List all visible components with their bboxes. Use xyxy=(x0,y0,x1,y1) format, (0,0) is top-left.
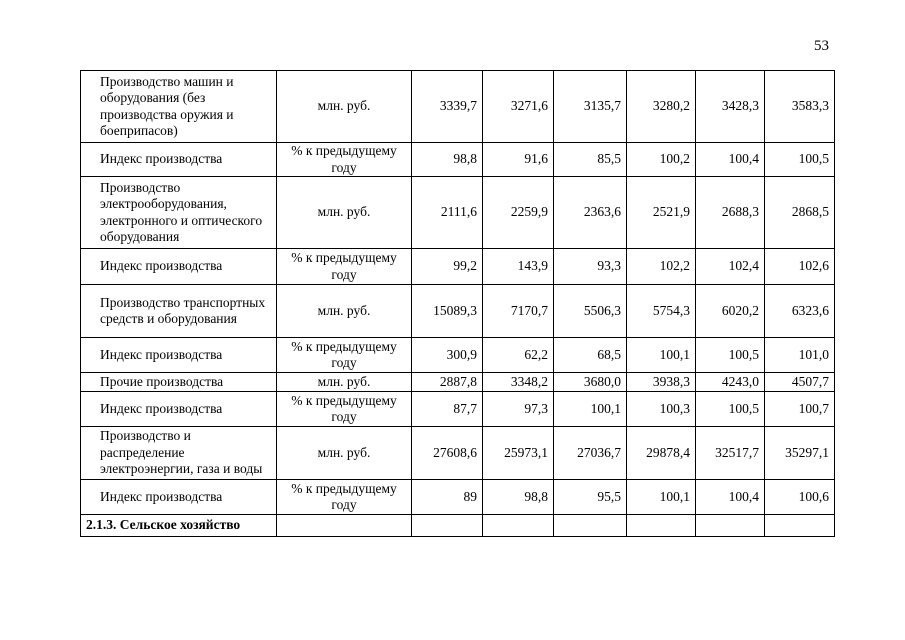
value-cell: 97,3 xyxy=(483,392,554,427)
value-cell: 100,1 xyxy=(554,392,627,427)
table-row xyxy=(81,143,835,177)
value-cell: 2111,6 xyxy=(412,177,483,249)
value-cell: 3938,3 xyxy=(627,373,696,392)
unit-cell: % к предыдущему году xyxy=(277,338,412,373)
value-cell: 32517,7 xyxy=(696,427,765,480)
value-cell: 15089,3 xyxy=(412,285,483,338)
section-heading: 2.1.3. Сельское хозяйство xyxy=(81,515,277,537)
table-row xyxy=(81,249,835,285)
value-cell: 35297,1 xyxy=(765,427,835,480)
value-cell: 3135,7 xyxy=(554,71,627,143)
value-cell: 3680,0 xyxy=(554,373,627,392)
value-cell: 3348,2 xyxy=(483,373,554,392)
value-cell: 100,7 xyxy=(765,392,835,427)
value-cell: 87,7 xyxy=(412,392,483,427)
value-cell: 68,5 xyxy=(554,338,627,373)
table-row xyxy=(81,392,835,427)
value-cell: 2521,9 xyxy=(627,177,696,249)
table-row xyxy=(81,285,835,338)
value-cell: 91,6 xyxy=(483,143,554,177)
empty-cell xyxy=(765,515,835,537)
value-cell: 143,9 xyxy=(483,249,554,285)
value-cell: 93,3 xyxy=(554,249,627,285)
value-cell: 99,2 xyxy=(412,249,483,285)
page-number: 53 xyxy=(814,38,829,54)
value-cell: 3339,7 xyxy=(412,71,483,143)
indicator-name: Производство транспортных средств и оборудования xyxy=(81,285,277,338)
value-cell: 4243,0 xyxy=(696,373,765,392)
unit-cell: % к предыдущему году xyxy=(277,249,412,285)
empty-cell xyxy=(277,515,412,537)
value-cell: 4507,7 xyxy=(765,373,835,392)
unit-cell: % к предыдущему году xyxy=(277,392,412,427)
value-cell: 100,5 xyxy=(765,143,835,177)
value-cell: 27608,6 xyxy=(412,427,483,480)
value-cell: 27036,7 xyxy=(554,427,627,480)
empty-cell xyxy=(627,515,696,537)
value-cell: 100,2 xyxy=(627,143,696,177)
empty-cell xyxy=(554,515,627,537)
table-row xyxy=(81,177,835,249)
table-row xyxy=(81,427,835,480)
indicator-name: Индекс производства xyxy=(81,480,277,515)
value-cell: 3271,6 xyxy=(483,71,554,143)
value-cell: 2363,6 xyxy=(554,177,627,249)
value-cell: 98,8 xyxy=(412,143,483,177)
indicator-name: Производство машин и оборудования (без производства оружия и боеприпасов) xyxy=(81,71,277,143)
statistics-table xyxy=(80,70,835,537)
empty-cell xyxy=(483,515,554,537)
value-cell: 100,4 xyxy=(696,480,765,515)
value-cell: 3280,2 xyxy=(627,71,696,143)
unit-cell: % к предыдущему году xyxy=(277,480,412,515)
indicator-name: Индекс производства xyxy=(81,392,277,427)
indicator-name: Индекс производства xyxy=(81,338,277,373)
value-cell: 62,2 xyxy=(483,338,554,373)
unit-cell: млн. руб. xyxy=(277,427,412,480)
value-cell: 2259,9 xyxy=(483,177,554,249)
value-cell: 98,8 xyxy=(483,480,554,515)
unit-cell: млн. руб. xyxy=(277,71,412,143)
value-cell: 89 xyxy=(412,480,483,515)
unit-cell: млн. руб. xyxy=(277,373,412,392)
value-cell: 5506,3 xyxy=(554,285,627,338)
value-cell: 100,3 xyxy=(627,392,696,427)
indicator-name: Прочие производства xyxy=(81,373,277,392)
value-cell: 29878,4 xyxy=(627,427,696,480)
value-cell: 100,5 xyxy=(696,392,765,427)
value-cell: 95,5 xyxy=(554,480,627,515)
value-cell: 101,0 xyxy=(765,338,835,373)
unit-cell: млн. руб. xyxy=(277,177,412,249)
value-cell: 2868,5 xyxy=(765,177,835,249)
table-row xyxy=(81,373,835,392)
value-cell: 100,6 xyxy=(765,480,835,515)
value-cell: 102,2 xyxy=(627,249,696,285)
value-cell: 100,4 xyxy=(696,143,765,177)
indicator-name: Производство и распределение электроэнергии, газа и воды xyxy=(81,427,277,480)
value-cell: 5754,3 xyxy=(627,285,696,338)
indicator-name: Производство электрооборудования, электронного и оптического оборудования xyxy=(81,177,277,249)
indicator-name: Индекс производства xyxy=(81,143,277,177)
value-cell: 100,1 xyxy=(627,480,696,515)
value-cell: 102,6 xyxy=(765,249,835,285)
value-cell: 300,9 xyxy=(412,338,483,373)
value-cell: 102,4 xyxy=(696,249,765,285)
value-cell: 6020,2 xyxy=(696,285,765,338)
value-cell: 2688,3 xyxy=(696,177,765,249)
value-cell: 100,1 xyxy=(627,338,696,373)
value-cell: 100,5 xyxy=(696,338,765,373)
value-cell: 3583,3 xyxy=(765,71,835,143)
value-cell: 25973,1 xyxy=(483,427,554,480)
unit-cell: % к предыдущему году xyxy=(277,143,412,177)
value-cell: 85,5 xyxy=(554,143,627,177)
empty-cell xyxy=(412,515,483,537)
value-cell: 7170,7 xyxy=(483,285,554,338)
value-cell: 6323,6 xyxy=(765,285,835,338)
value-cell: 2887,8 xyxy=(412,373,483,392)
table-row xyxy=(81,71,835,143)
table-row xyxy=(81,480,835,515)
table-row xyxy=(81,338,835,373)
section-row xyxy=(81,515,835,537)
unit-cell: млн. руб. xyxy=(277,285,412,338)
indicator-name: Индекс производства xyxy=(81,249,277,285)
value-cell: 3428,3 xyxy=(696,71,765,143)
empty-cell xyxy=(696,515,765,537)
